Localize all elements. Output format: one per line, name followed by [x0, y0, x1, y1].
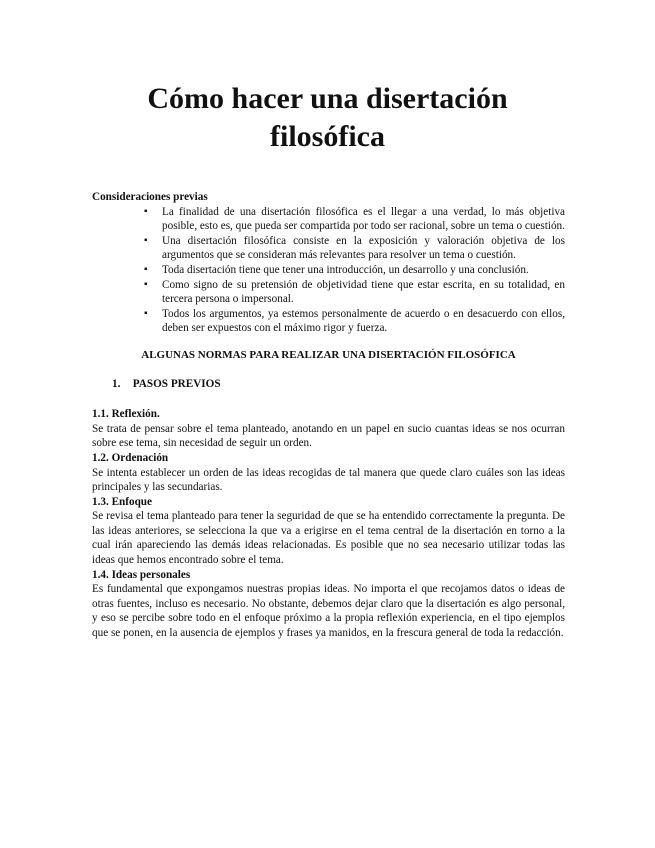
bullet-item: ▪ Una disertación filosófica consiste en la exposición y valoración objetiva de los argumentos que se consideran más relevantes para resolver un tema o cuestión.: [162, 234, 565, 263]
document-body: [92, 190, 565, 641]
pasos-number: 1.: [112, 377, 121, 390]
normas-heading: ALGUNAS NORMAS PARA REALIZAR UNA DISERTACIÓN FILOSÓFICA: [141, 348, 516, 361]
section-text: Se intenta establecer un orden de las ideas recogidas de tal manera que quede claro cuáles son las ideas principales y las secundarias.: [92, 466, 565, 494]
section-heading: 1.1. Reflexión.: [92, 408, 160, 421]
consideraciones-heading: Consideraciones previas: [92, 191, 208, 203]
section-heading: 1.2. Ordenación: [92, 451, 169, 464]
bullet-item: ▪ Toda disertación tiene que tener una introducción, un desarrollo y una conclusión.: [162, 263, 565, 278]
consideraciones-list: [92, 205, 565, 336]
document-title: [0, 80, 655, 156]
bullet-item: ▪ La finalidad de una disertación filosófica es el llegar a una verdad, lo más objetiva posible, esto es, que pueda ser compartida por todo ser racional, sobre un tema o cuestión.: [162, 205, 565, 234]
pasos-label: PASOS PREVIOS: [132, 377, 221, 390]
section-text: Se trata de pensar sobre el tema planteado, anotando en un papel en sucio cuantas ideas se nos ocurran sobre ese tema, sin necesidad de seguir un orden.: [92, 422, 565, 450]
bullet-item: ▪ Todos los argumentos, ya estemos personalmente de acuerdo o en desacuerdo con ellos, deben ser expuestos con el máximo rigor y fuerza.: [162, 307, 565, 336]
title-line-2: filosófica: [270, 120, 385, 153]
section-heading: 1.3. Enfoque: [92, 495, 152, 508]
section-text: Es fundamental que expongamos nuestras propias ideas. No importa el que recojamos datos o ideas de otras fuentes, incluso es necesario. No obstante, debemos dejar claro que la disertación es algo personal, y eso se percibe sobre todo en el enfoque próximo a la propia reflexión experiencia, en el tipo ejemplos que se ponen, en la ausencia de ejemplos y frases ya manidos, en la frescura general de toda la redacción.: [92, 583, 565, 640]
section-text: Se revisa el tema planteado para tener la seguridad de que se ha entendido correctamente la pregunta. De las ideas anteriores, se selecciona la que va a erigirse en el tema central de la disertación en torno a la cual irán apareciendo las demás ideas relacionadas. Es posible que no sea necesario utilizar todas las ideas que hemos encontrado sobre el tema.: [92, 510, 565, 567]
pasos-heading: [112, 377, 565, 392]
title-line-1: Cómo hacer una disertación: [147, 82, 508, 115]
section-heading: 1.4. Ideas personales: [92, 568, 191, 581]
bullet-item: ▪ Como signo de su pretensión de objetividad tiene que estar escrita, en su totalidad, en tercera persona o impersonal.: [162, 278, 565, 307]
